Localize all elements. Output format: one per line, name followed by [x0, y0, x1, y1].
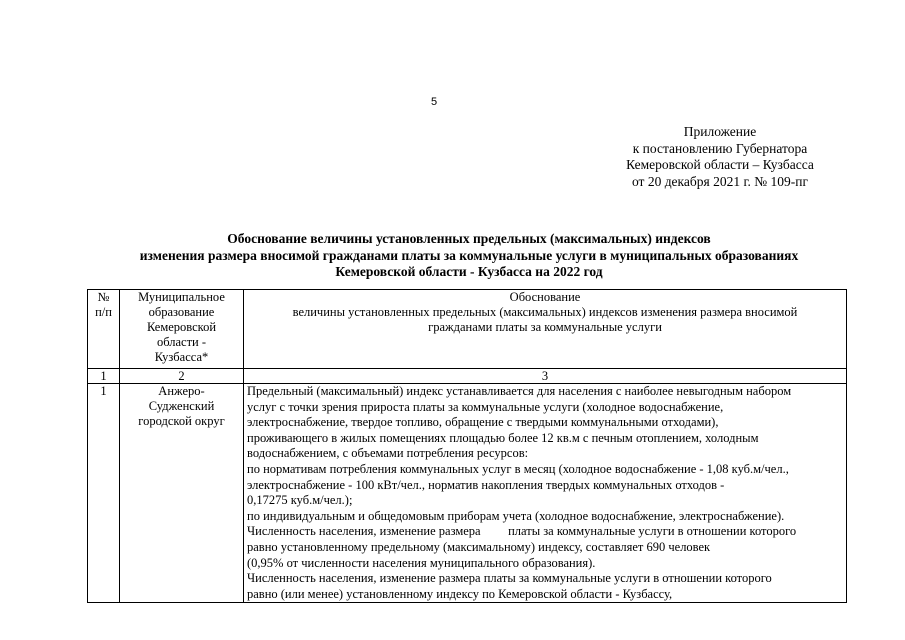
appendix-line: от 20 декабря 2021 г. № 109-пг: [631, 173, 809, 189]
title-line: изменения размера вносимой гражданами платы за коммунальные услуги в муниципальных образованиях: [139, 247, 799, 263]
title-line: Обоснование величины установленных предельных (максимальных) индексов: [227, 231, 711, 246]
municipality-name: Анжеро- Судженский городской округ: [120, 384, 244, 603]
column-number: 3: [244, 369, 847, 384]
appendix-line: Приложение: [683, 124, 757, 139]
table-header-row: [88, 290, 847, 369]
header-municipality: Муниципальное образование Кемеровской области - Кузбасса*: [120, 290, 244, 369]
appendix-line: Кемеровской области – Кузбасса: [626, 157, 814, 172]
table-row: [88, 384, 847, 603]
indices-table: [87, 289, 847, 603]
justification-text: Предельный (максимальный) индекс устанавливается для населения с наиболее невыгодным набором услуг с точки зрения прироста платы за коммунальные услуги (холодное водоснабжение, электроснабжение, твердое топливо, обращение с твердыми коммунальными отходами), проживающего в жилых помещениях площадью более 12 кв.м с печным отоплением, холодным водоснабжением, с объемами потребления ресурсов: по нормативам потребления коммунальных услуг в месяц (холодное водоснабжение - 1,08 куб.м/чел., электроснабжение - 100 кВт/чел., норматив накопления твердых коммунальных отходов - 0,17275 куб.м/чел.); по индивидуальным и общедомовым приборам учета (холодное водоснабжение, электроснабжение). Численность населения, изменение размера платы за коммунальные услуги в отношении которого равно установленному предельному (максимальному) индексу, составляет 690 человек (0,95% от численности населения муниципального образования). Численность населения, изменение размера платы за коммунальные услуги в отношении которого равно (или менее) установленному индексу по Кемеровской области - Кузбассу,: [244, 384, 847, 603]
column-number: 2: [120, 369, 244, 384]
header-number: № п/п: [88, 290, 120, 369]
document-title: [80, 231, 858, 281]
column-number: 1: [88, 369, 120, 384]
row-number: 1: [88, 384, 120, 603]
appendix-line: к постановлению Губернатора: [632, 140, 808, 156]
column-number-row: [88, 369, 847, 384]
header-justification: Обоснование величины установленных предельных (максимальных) индексов изменения размера вносимой гражданами платы за коммунальные услуги: [244, 290, 847, 369]
page-number: 5: [430, 96, 438, 108]
appendix-block: [590, 124, 850, 190]
title-line: Кемеровской области - Кузбасса на 2022 год: [335, 264, 603, 279]
